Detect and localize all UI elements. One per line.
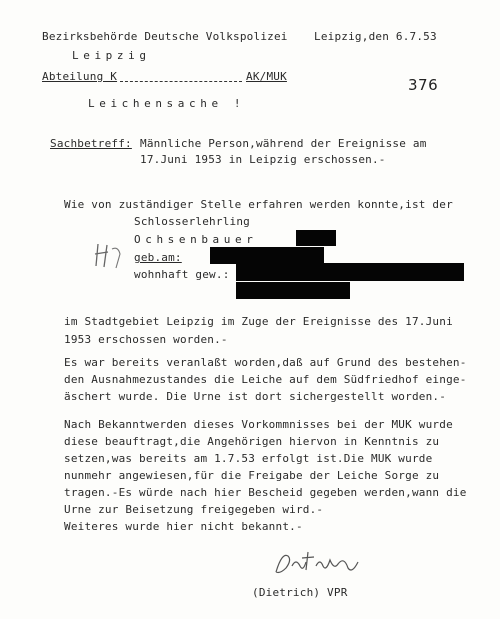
body-p3-line-3: setzen,was bereits am 1.7.53 erfolgt ist.Die MUK wurde xyxy=(64,452,433,465)
body-p3-line-4: nunmehr angewiesen,für die Freigabe der Leiche Sorge zu xyxy=(64,469,440,482)
redaction-address-line-2 xyxy=(236,282,350,299)
surname: Ochsenbauer xyxy=(134,233,258,246)
body-p2-line-3: äschert wurde. Die Urne ist dort sichergestellt worden.- xyxy=(64,390,447,403)
place-date: Leipzig,den 6.7.53 xyxy=(314,30,437,43)
body-p3-line-2: diese beauftragt,die Angehörigen hiervon in Kenntnis zu xyxy=(64,435,440,448)
intro-line: Wie von zuständiger Stelle erfahren werden konnte,ist der xyxy=(64,198,453,211)
document-title: Leichensache ! xyxy=(88,97,246,110)
redaction-birth-date xyxy=(210,247,324,264)
redaction-given-name xyxy=(296,230,336,246)
body-p3-line-6: Urne zur Beisetzung freigegeben wird.- xyxy=(64,503,324,516)
residence-label: wohnhaft gew.: xyxy=(134,268,230,281)
reference-code: AK/MUK xyxy=(246,70,287,83)
subject-label: Sachbetreff: xyxy=(50,137,132,150)
body-p3-line-5: tragen.-Es würde nach hier Bescheid gegeben werden,wann die xyxy=(64,486,467,499)
department-label: Abteilung K xyxy=(42,70,118,83)
redaction-address-line-1 xyxy=(236,263,464,281)
body-p1-line-1: im Stadtgebiet Leipzig im Zuge der Ereignisse des 17.Juni xyxy=(64,315,453,328)
signatory-name: (Dietrich) VPR xyxy=(252,586,348,599)
body-p3-line-7: Weiteres wurde hier nicht bekannt.- xyxy=(64,520,303,533)
body-p3-line-1: Nach Bekanntwerden dieses Vorkommnisses bei der MUK wurde xyxy=(64,418,453,431)
document-number: 376 xyxy=(408,76,439,94)
department-rule xyxy=(120,81,242,82)
handwritten-initials xyxy=(92,240,126,272)
subject-line-2: 17.Juni 1953 in Leipzig erschossen.- xyxy=(140,153,386,166)
born-label: geb.am: xyxy=(134,251,182,264)
body-p2-line-1: Es war bereits veranlaßt worden,daß auf Grund des bestehen- xyxy=(64,356,467,369)
authority-name: Bezirksbehörde Deutsche Volkspolizei xyxy=(42,30,288,43)
handwritten-signature xyxy=(272,546,364,580)
body-p1-line-2: 1953 erschossen worden.- xyxy=(64,333,228,346)
body-p2-line-2: den Ausnahmezustandes die Leiche auf dem Südfriedhof einge- xyxy=(64,373,467,386)
occupation: Schlosserlehrling xyxy=(134,215,250,228)
subject-line-1: Männliche Person,während der Ereignisse am xyxy=(140,137,427,150)
city-name: Leipzig xyxy=(72,49,151,62)
